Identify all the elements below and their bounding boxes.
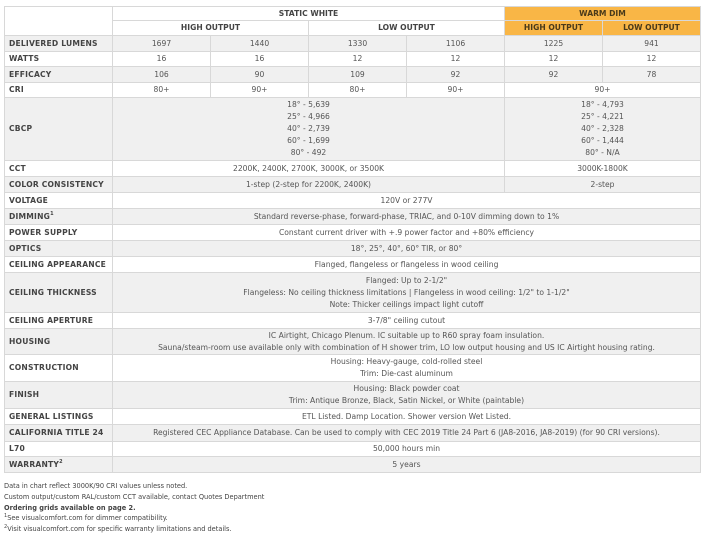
row-warranty	[5, 457, 701, 473]
row-cbcp	[5, 98, 701, 161]
cell: 2200K, 2400K, 2700K, 3000K, or 3500K	[113, 161, 505, 177]
cell: Constant current driver with +.9 power factor and +80% efficiency	[113, 225, 701, 241]
static-high-output-header: HIGH OUTPUT	[113, 21, 309, 36]
cell: 12	[603, 52, 701, 67]
cell	[113, 273, 701, 313]
row-label: OPTICS	[5, 241, 113, 257]
row-ceiling-thickness	[5, 273, 701, 313]
cell: 16	[113, 52, 211, 67]
cell: 1225	[505, 36, 603, 52]
row-label: EFFICACY	[5, 67, 113, 83]
cell: 3-7/8" ceiling cutout	[113, 313, 701, 329]
row-label: WATTS	[5, 52, 113, 67]
cell	[113, 382, 701, 409]
cell: 18°, 25°, 40°, 60° TIR, or 80°	[113, 241, 701, 257]
cell: 12	[505, 52, 603, 67]
cell: 1-step (2-step for 2200K, 2400K)	[113, 177, 505, 193]
row-cct	[5, 161, 701, 177]
cell	[113, 329, 701, 355]
row-l70	[5, 442, 701, 457]
line: Note: Thicker ceilings impact light cutoff	[329, 299, 484, 309]
note	[4, 503, 264, 514]
label-text: WARRANTY	[9, 459, 60, 469]
line: Trim: Antique Bronze, Black, Satin Nickel, or White (paintable)	[288, 396, 525, 405]
warm-high-output-header: HIGH OUTPUT	[505, 21, 603, 36]
line: 40° - 2,739	[287, 124, 330, 133]
row-label: CALIFORNIA TITLE 24	[5, 425, 113, 442]
cell: 16	[211, 52, 309, 67]
cell: 12	[309, 52, 407, 67]
row-label: HOUSING	[5, 329, 113, 355]
footnote-text: See visualcomfort.com for dimmer compatibility.	[7, 514, 168, 523]
row-lumens	[5, 36, 701, 52]
row-label: POWER SUPPLY	[5, 225, 113, 241]
row-general-listings	[5, 409, 701, 425]
cell: 3000K-1800K	[505, 161, 701, 177]
cell: 12	[407, 52, 505, 67]
footnote-mark: 2	[4, 524, 8, 531]
row-label: FINISH	[5, 382, 113, 409]
line: Flangeless: No ceiling thickness limitations | Flangeless in wood ceiling: 1/2" to 1-1/2"	[243, 287, 570, 297]
note: Data in chart reflect 3000K/90 CRI values unless noted.	[4, 482, 188, 490]
line: 80° - N/A	[585, 148, 620, 157]
cell: 90	[211, 67, 309, 83]
cell: 1106	[407, 36, 505, 52]
corner-cell	[5, 7, 113, 36]
label-text: DIMMING	[9, 211, 51, 221]
row-color-consistency	[5, 177, 701, 193]
row-finish	[5, 382, 701, 409]
row-label: CEILING THICKNESS	[5, 273, 113, 313]
row-ceiling-aperture	[5, 313, 701, 329]
line: 60° - 1,699	[287, 136, 330, 145]
row-housing	[5, 329, 701, 355]
line: 80° - 492	[290, 148, 327, 157]
cell-warm	[505, 98, 701, 161]
cell: Flanged, flangeless or flangeless in wood ceiling	[113, 257, 701, 273]
line: 25° - 4,966	[287, 112, 330, 121]
row-label	[5, 457, 113, 473]
row-watts	[5, 52, 701, 67]
line: 18° - 5,639	[287, 100, 330, 109]
note: Custom output/custom RAL/custom CCT available, contact Quotes Department	[4, 492, 265, 501]
line: 40° - 2,328	[581, 124, 624, 133]
row-label: GENERAL LISTINGS	[5, 409, 113, 425]
cell-static	[113, 98, 505, 161]
static-low-output-header: LOW OUTPUT	[309, 21, 505, 36]
line: IC Airtight, Chicago Plenum. IC suitable up to R60 spray foam insulation.	[268, 330, 545, 340]
cell: 5 years	[113, 457, 701, 473]
row-construction	[5, 355, 701, 382]
cell: 1330	[309, 36, 407, 52]
ordering-note: Ordering grids available on page 2.	[4, 503, 136, 512]
line: Flanged: Up to 2-1/2"	[365, 275, 448, 285]
footnote-text: Visit visualcomfort.com for specific warranty limitations and details.	[7, 525, 232, 534]
row-power-supply	[5, 225, 701, 241]
cell	[113, 355, 701, 382]
line: Housing: Heavy-gauge, cold-rolled steel	[330, 357, 483, 366]
row-california-title-24	[5, 425, 701, 442]
cell: 50,000 hours min	[113, 442, 701, 457]
cell: 80+	[309, 83, 407, 98]
spec-table	[4, 6, 701, 473]
cell: 90+	[505, 83, 701, 98]
static-white-header: STATIC WHITE	[113, 7, 505, 21]
cell: 109	[309, 67, 407, 83]
row-voltage	[5, 193, 701, 209]
footnote-mark: 2	[59, 458, 63, 465]
line: 18° - 4,793	[581, 100, 624, 109]
line: 25° - 4,221	[581, 112, 624, 121]
row-label: VOLTAGE	[5, 193, 113, 209]
cell: 78	[603, 67, 701, 83]
row-label	[5, 209, 113, 225]
footnotes	[4, 481, 264, 535]
row-label: COLOR CONSISTENCY	[5, 177, 113, 193]
cell: 1697	[113, 36, 211, 52]
row-label: CONSTRUCTION	[5, 355, 113, 382]
cell: 106	[113, 67, 211, 83]
row-ceiling-appearance	[5, 257, 701, 273]
line: Sauna/steam-room use available only with combination of H shower trim, LO low output housing and US IC Airtight housing rating.	[158, 342, 655, 352]
cell: 1440	[211, 36, 309, 52]
row-label: DELIVERED LUMENS	[5, 36, 113, 52]
warm-dim-header: WARM DIM	[505, 7, 701, 21]
cell: 92	[407, 67, 505, 83]
row-label: L70	[5, 442, 113, 457]
row-label: CEILING APPEARANCE	[5, 257, 113, 273]
footnote-1	[4, 513, 264, 524]
cell: Standard reverse-phase, forward-phase, TRIAC, and 0-10V dimming down to 1%	[113, 209, 701, 225]
footnote-mark: 1	[4, 513, 8, 520]
row-label: CEILING APERTURE	[5, 313, 113, 329]
line: 60° - 1,444	[581, 136, 624, 145]
row-dimming	[5, 209, 701, 225]
cell: 90+	[211, 83, 309, 98]
cell: Registered CEC Appliance Database. Can be used to comply with CEC 2019 Title 24 Part 6 (JA8-2016, JA8-2019) (for 90 CRI versions).	[113, 425, 701, 442]
cell: ETL Listed. Damp Location. Shower version Wet Listed.	[113, 409, 701, 425]
cell: 90+	[407, 83, 505, 98]
warm-low-output-header: LOW OUTPUT	[603, 21, 701, 36]
row-label: CCT	[5, 161, 113, 177]
footnote-2	[4, 524, 264, 535]
line: Trim: Die-cast aluminum	[360, 369, 453, 378]
row-label: CRI	[5, 83, 113, 98]
cell: 120V or 277V	[113, 193, 701, 209]
footnote-mark: 1	[50, 210, 54, 217]
cell: 92	[505, 67, 603, 83]
cell: 2-step	[505, 177, 701, 193]
row-cri	[5, 83, 701, 98]
row-efficacy	[5, 67, 701, 83]
cell: 80+	[113, 83, 211, 98]
row-optics	[5, 241, 701, 257]
cell: 941	[603, 36, 701, 52]
line: Housing: Black powder coat	[353, 384, 460, 393]
row-label: CBCP	[5, 98, 113, 161]
